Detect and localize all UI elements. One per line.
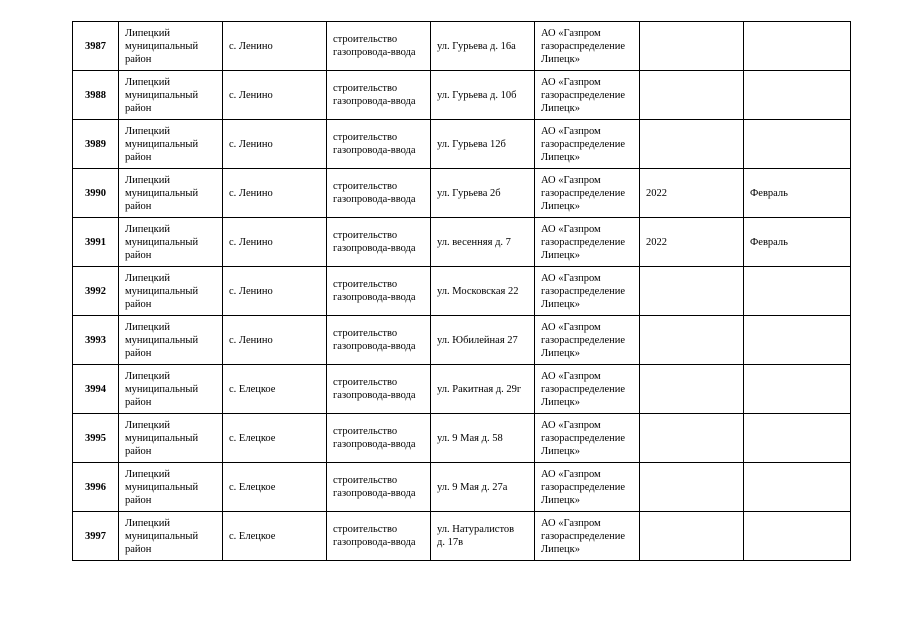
organization-line: Липецк»: [541, 298, 580, 310]
work-type-cell: [327, 316, 431, 365]
work-type-line: газопровода-ввода: [333, 292, 416, 303]
row-number-cell: 3997: [73, 512, 119, 561]
district-line: Липецкий: [125, 272, 170, 284]
district-line: район: [125, 151, 152, 163]
organization-cell: [535, 414, 640, 463]
district-line: муниципальный: [125, 236, 199, 248]
work-type-line: строительство: [333, 83, 398, 94]
organization-line: газораспределение: [541, 187, 626, 199]
address-line: ул. Гурьева 12б: [437, 138, 506, 150]
work-type-line: строительство: [333, 230, 398, 241]
organization-line: АО «Газпром: [541, 76, 601, 88]
village-cell: с. Ленино: [223, 169, 327, 218]
district-line: Липецкий: [125, 27, 170, 39]
district-line: район: [125, 445, 152, 457]
district-line: муниципальный: [125, 530, 199, 542]
organization-line: АО «Газпром: [541, 517, 601, 529]
district-cell: [119, 414, 223, 463]
district-line: район: [125, 298, 152, 310]
table-row: [73, 169, 851, 218]
organization-line: Липецк»: [541, 347, 580, 359]
organization-line: АО «Газпром: [541, 419, 601, 431]
address-line: ул. 9 Мая д. 27а: [437, 481, 508, 493]
work-type-cell: [327, 365, 431, 414]
district-line: район: [125, 494, 152, 506]
organization-line: АО «Газпром: [541, 468, 601, 480]
row-number-cell: 3988: [73, 71, 119, 120]
organization-line: АО «Газпром: [541, 125, 601, 137]
address-cell: [431, 120, 535, 169]
village-cell: с. Ленино: [223, 22, 327, 71]
organization-line: Липецк»: [541, 543, 580, 555]
district-line: муниципальный: [125, 40, 199, 52]
row-number-cell: 3991: [73, 218, 119, 267]
address-line: ул. Гурьева д. 16а: [437, 40, 516, 52]
district-line: район: [125, 200, 152, 212]
work-type-cell: [327, 218, 431, 267]
work-type-line: строительство: [333, 181, 398, 192]
work-type-line: газопровода-ввода: [333, 145, 416, 156]
year-cell: 2022: [640, 169, 744, 218]
district-line: район: [125, 396, 152, 408]
year-cell: [640, 71, 744, 120]
district-line: Липецкий: [125, 174, 170, 186]
table-row: [73, 22, 851, 71]
address-cell: [431, 267, 535, 316]
work-type-line: строительство: [333, 132, 398, 143]
organization-line: АО «Газпром: [541, 272, 601, 284]
address-cell: [431, 169, 535, 218]
month-cell: Февраль: [744, 218, 851, 267]
district-cell: [119, 120, 223, 169]
month-cell: [744, 267, 851, 316]
district-line: муниципальный: [125, 89, 199, 101]
district-cell: [119, 316, 223, 365]
work-type-line: газопровода-ввода: [333, 47, 416, 58]
organization-cell: [535, 22, 640, 71]
work-type-line: строительство: [333, 524, 398, 535]
work-type-cell: [327, 463, 431, 512]
address-line: ул. весенняя д. 7: [437, 236, 511, 248]
district-cell: [119, 463, 223, 512]
work-type-line: газопровода-ввода: [333, 96, 416, 107]
year-cell: [640, 22, 744, 71]
organization-line: газораспределение: [541, 334, 626, 346]
work-type-cell: [327, 22, 431, 71]
work-type-cell: [327, 169, 431, 218]
work-type-line: строительство: [333, 426, 398, 437]
organization-line: газораспределение: [541, 40, 626, 52]
table-row: [73, 316, 851, 365]
row-number-cell: 3992: [73, 267, 119, 316]
table-row: [73, 120, 851, 169]
district-line: муниципальный: [125, 481, 199, 493]
address-cell: [431, 463, 535, 512]
table-row: [73, 218, 851, 267]
organization-line: АО «Газпром: [541, 27, 601, 39]
address-line: ул. Гурьева д. 10б: [437, 89, 517, 101]
work-type-line: газопровода-ввода: [333, 390, 416, 401]
district-cell: [119, 218, 223, 267]
district-line: район: [125, 347, 152, 359]
table-row: [73, 365, 851, 414]
organization-line: газораспределение: [541, 530, 626, 542]
table-row: [73, 512, 851, 561]
village-cell: с. Елецкое: [223, 512, 327, 561]
work-type-line: строительство: [333, 34, 398, 45]
gasification-schedule-table: [72, 21, 851, 561]
organization-line: Липецк»: [541, 249, 580, 261]
month-cell: [744, 120, 851, 169]
address-line: ул. Ракитная д. 29г: [437, 383, 522, 395]
organization-line: газораспределение: [541, 383, 626, 395]
district-line: муниципальный: [125, 383, 199, 395]
row-number-cell: 3989: [73, 120, 119, 169]
organization-cell: [535, 169, 640, 218]
row-number-cell: 3995: [73, 414, 119, 463]
work-type-line: строительство: [333, 475, 398, 486]
organization-line: газораспределение: [541, 236, 626, 248]
table-body: [73, 22, 851, 561]
table-row: [73, 414, 851, 463]
organization-line: газораспределение: [541, 89, 626, 101]
work-type-line: строительство: [333, 279, 398, 290]
address-cell: [431, 414, 535, 463]
district-line: муниципальный: [125, 432, 199, 444]
district-cell: [119, 512, 223, 561]
work-type-line: газопровода-ввода: [333, 439, 416, 450]
year-cell: [640, 120, 744, 169]
organization-cell: [535, 71, 640, 120]
row-number-cell: 3993: [73, 316, 119, 365]
address-cell: [431, 316, 535, 365]
work-type-line: газопровода-ввода: [333, 537, 416, 548]
organization-cell: [535, 512, 640, 561]
month-cell: Февраль: [744, 169, 851, 218]
organization-line: газораспределение: [541, 285, 626, 297]
year-cell: [640, 414, 744, 463]
organization-line: газораспределение: [541, 481, 626, 493]
district-line: Липецкий: [125, 125, 170, 137]
work-type-line: газопровода-ввода: [333, 194, 416, 205]
organization-line: Липецк»: [541, 445, 580, 457]
district-line: Липецкий: [125, 370, 170, 382]
district-line: Липецкий: [125, 419, 170, 431]
village-cell: с. Ленино: [223, 71, 327, 120]
district-line: район: [125, 543, 152, 555]
district-line: Липецкий: [125, 517, 170, 529]
organization-cell: [535, 218, 640, 267]
village-cell: с. Елецкое: [223, 463, 327, 512]
address-cell: [431, 71, 535, 120]
address-cell: [431, 218, 535, 267]
organization-line: АО «Газпром: [541, 174, 601, 186]
address-line: ул. Натуралистов: [437, 524, 515, 535]
organization-line: Липецк»: [541, 494, 580, 506]
work-type-cell: [327, 512, 431, 561]
row-number-cell: 3987: [73, 22, 119, 71]
work-type-cell: [327, 71, 431, 120]
district-line: район: [125, 53, 152, 65]
district-line: муниципальный: [125, 138, 199, 150]
district-line: муниципальный: [125, 285, 199, 297]
address-line: ул. Московская 22: [437, 285, 519, 297]
row-number-cell: 3990: [73, 169, 119, 218]
organization-cell: [535, 316, 640, 365]
address-line: ул. 9 Мая д. 58: [437, 432, 503, 444]
table-row: [73, 71, 851, 120]
village-cell: с. Ленино: [223, 120, 327, 169]
address-line: д. 17в: [437, 537, 464, 548]
work-type-cell: [327, 267, 431, 316]
organization-line: газораспределение: [541, 432, 626, 444]
organization-line: Липецк»: [541, 200, 580, 212]
district-line: Липецкий: [125, 223, 170, 235]
organization-line: АО «Газпром: [541, 321, 601, 333]
work-type-cell: [327, 120, 431, 169]
address-line: ул. Юбилейная 27: [437, 334, 518, 346]
organization-line: Липецк»: [541, 151, 580, 163]
district-cell: [119, 22, 223, 71]
organization-cell: [535, 365, 640, 414]
month-cell: [744, 22, 851, 71]
village-cell: с. Ленино: [223, 218, 327, 267]
organization-line: Липецк»: [541, 396, 580, 408]
year-cell: [640, 463, 744, 512]
row-number-cell: 3996: [73, 463, 119, 512]
work-type-line: строительство: [333, 328, 398, 339]
work-type-line: газопровода-ввода: [333, 488, 416, 499]
organization-line: АО «Газпром: [541, 370, 601, 382]
district-cell: [119, 169, 223, 218]
organization-line: Липецк»: [541, 102, 580, 114]
year-cell: [640, 267, 744, 316]
month-cell: [744, 316, 851, 365]
village-cell: с. Ленино: [223, 267, 327, 316]
organization-line: АО «Газпром: [541, 223, 601, 235]
work-type-line: строительство: [333, 377, 398, 388]
work-type-cell: [327, 414, 431, 463]
work-type-line: газопровода-ввода: [333, 243, 416, 254]
organization-cell: [535, 120, 640, 169]
district-line: Липецкий: [125, 321, 170, 333]
address-cell: [431, 22, 535, 71]
row-number-cell: 3994: [73, 365, 119, 414]
year-cell: [640, 365, 744, 414]
organization-line: Липецк»: [541, 53, 580, 65]
district-line: Липецкий: [125, 468, 170, 480]
year-cell: [640, 512, 744, 561]
district-line: Липецкий: [125, 76, 170, 88]
month-cell: [744, 414, 851, 463]
village-cell: с. Ленино: [223, 316, 327, 365]
table-row: [73, 267, 851, 316]
organization-cell: [535, 267, 640, 316]
address-line: ул. Гурьева 2б: [437, 187, 501, 199]
village-cell: с. Елецкое: [223, 365, 327, 414]
work-type-line: газопровода-ввода: [333, 341, 416, 352]
village-cell: с. Елецкое: [223, 414, 327, 463]
month-cell: [744, 71, 851, 120]
district-cell: [119, 365, 223, 414]
month-cell: [744, 365, 851, 414]
year-cell: 2022: [640, 218, 744, 267]
organization-line: газораспределение: [541, 138, 626, 150]
organization-cell: [535, 463, 640, 512]
address-cell: [431, 512, 535, 561]
month-cell: [744, 463, 851, 512]
district-cell: [119, 267, 223, 316]
district-line: муниципальный: [125, 187, 199, 199]
district-line: муниципальный: [125, 334, 199, 346]
district-line: район: [125, 249, 152, 261]
district-line: район: [125, 102, 152, 114]
year-cell: [640, 316, 744, 365]
month-cell: [744, 512, 851, 561]
table-row: [73, 463, 851, 512]
district-cell: [119, 71, 223, 120]
address-cell: [431, 365, 535, 414]
